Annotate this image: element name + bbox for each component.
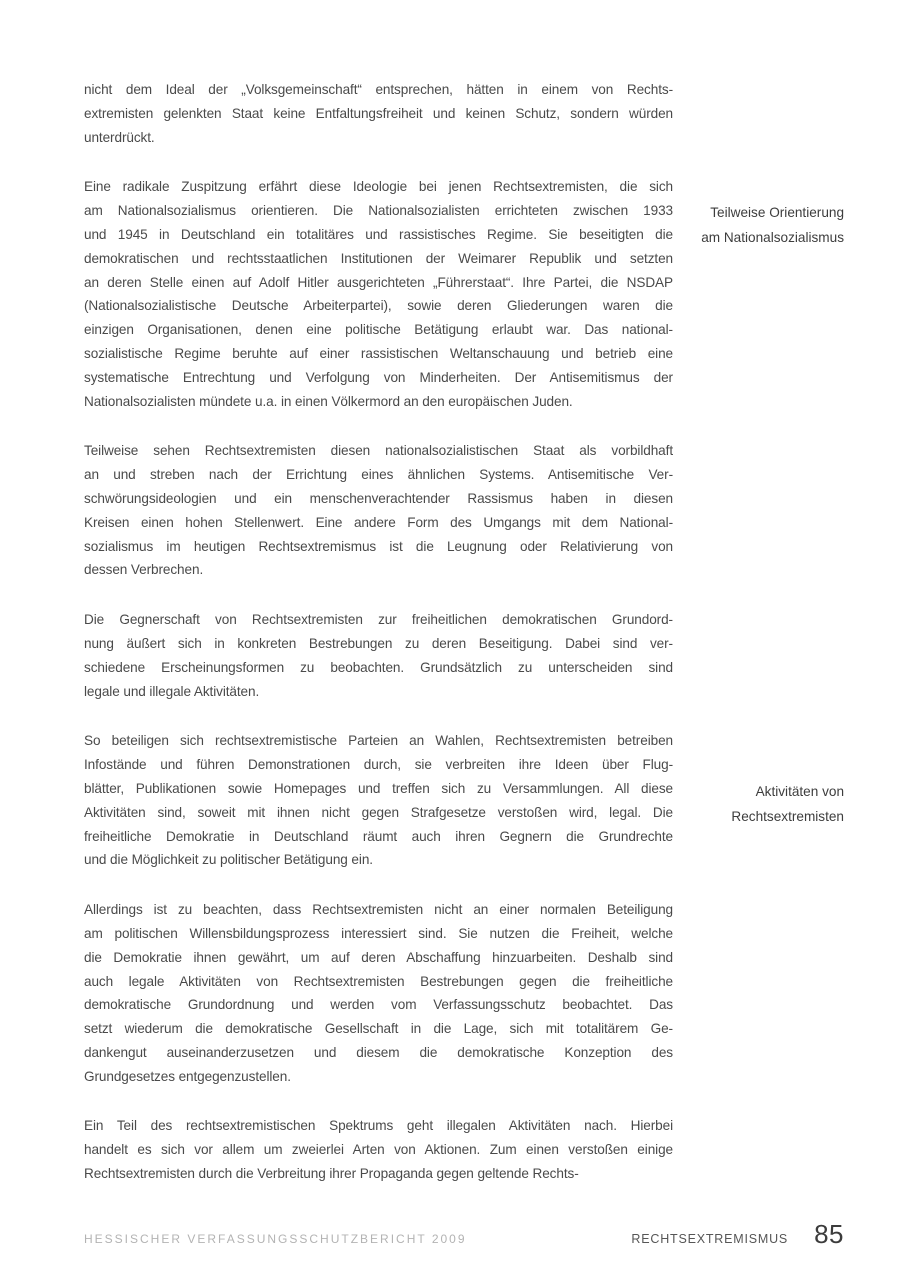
text-line: am politischen Willensbildungsprozess interessiert sind. Sie nutzen die Freiheit, welche (84, 925, 673, 941)
text-line: extremisten gelenkten Staat keine Entfaltungsfreiheit und keinen Schutz, sondern würden (84, 105, 673, 121)
text-line: setzt wiederum die demokratische Gesellschaft in die Lage, sich mit totalitärem Ge- (84, 1021, 673, 1037)
text-line: handelt es sich vor allem um zweierlei Arten von Aktionen. Zum einen verstoßen einige (84, 1142, 673, 1158)
text-line: sozialismus im heutigen Rechtsextremismus ist die Leugnung oder Relativierung von (84, 538, 673, 554)
margin-note-line: Rechtsextremisten (731, 809, 844, 824)
text-line: systematische Entrechtung und Verfolgung von Minderheiten. Der Antisemitismus der (84, 369, 673, 385)
text-line: schiedene Erscheinungsformen zu beobachten. Grundsätzlich zu unterscheiden sind (84, 659, 673, 675)
paragraph-5 (84, 729, 673, 872)
paragraph-2 (84, 175, 673, 413)
text-line: Infostände und führen Demonstrationen durch, sie verbreiten ihre Ideen über Flug- (84, 757, 673, 773)
margin-note-line: Aktivitäten von (755, 784, 844, 799)
text-line: die Demokratie ihnen gewährt, um auf deren Abschaffung hinzuarbeiten. Deshalb sind (84, 949, 673, 965)
footer-right-group (631, 1219, 844, 1250)
text-line: Grundgesetzes entgegenzustellen. (84, 1068, 291, 1084)
text-line: an deren Stelle einen auf Adolf Hitler ausgerichteten „Führerstaat“. Ihre Partei, die NSDAP (84, 274, 673, 290)
text-line: sozialistische Regime beruhte auf einer rassistischen Weltanschauung und betrieb eine (84, 345, 673, 361)
text-line: nicht dem Ideal der „Volksgemeinschaft“ entsprechen, hätten in einem von Rechts- (84, 82, 673, 97)
text-line: Allerdings ist zu beachten, dass Rechtsextremisten nicht an einer normalen Beteiligung (84, 902, 673, 918)
margin-note-aktivitaeten (654, 779, 844, 829)
text-line: Aktivitäten sind, soweit mit ihnen nicht gegen Strafgesetze verstoßen wird, legal. Die (84, 804, 673, 820)
text-line: einzigen Organisationen, denen eine politische Betätigung erlaubt war. Das national- (84, 322, 673, 338)
text-line: freiheitliche Demokratie in Deutschland räumt auch ihren Gegnern die Grundrechte (84, 828, 673, 844)
page-number: 85 (814, 1219, 844, 1249)
margin-note-line: Teilweise Orientierung (710, 205, 844, 220)
paragraph-3 (84, 439, 673, 582)
text-line: Eine radikale Zuspitzung erfährt diese Ideologie bei jenen Rechtsextremisten, die sich (84, 179, 673, 195)
paragraph-7 (84, 1114, 673, 1185)
page-footer (84, 1219, 844, 1250)
paragraph-6 (84, 898, 673, 1088)
text-line: nung äußert sich in konkreten Bestrebungen zu deren Beseitigung. Dabei sind ver- (84, 635, 673, 651)
text-line: legale und illegale Aktivitäten. (84, 683, 260, 699)
text-line: Die Gegnerschaft von Rechtsextremisten zur freiheitlichen demokratischen Grundord- (84, 612, 673, 628)
text-line: schwörungsideologien und ein menschenverachtender Rassismus haben in diesen (84, 490, 673, 506)
footer-report-title: HESSISCHER VERFASSUNGSSCHUTZBERICHT 2009 (84, 1232, 467, 1246)
text-line: und die Möglichkeit zu politischer Betätigung ein. (84, 852, 373, 868)
text-line: unterdrückt. (84, 129, 155, 145)
text-line: und 1945 in Deutschland ein totalitäres und rassistisches Regime. Sie beseitigten die (84, 226, 673, 242)
text-line: dessen Verbrechen. (84, 562, 204, 578)
text-line: Nationalsozialisten mündete u.a. in einen Völkermord an den europäischen Juden. (84, 393, 573, 409)
margin-note-line: am Nationalsozialismus (701, 230, 844, 245)
text-line: dankengut auseinanderzusetzen und diesem die demokratische Konzeption des (84, 1044, 673, 1060)
paragraph-4 (84, 608, 673, 703)
text-line: Kreisen einen hohen Stellenwert. Eine andere Form des Umgangs mit dem National- (84, 514, 673, 530)
text-line: demokratische Grundordnung und werden vom Verfassungsschutz beobachtet. Das (84, 997, 673, 1013)
text-line: (Nationalsozialistische Deutsche Arbeiterpartei), sowie deren Gliederungen waren die (84, 298, 673, 314)
text-line: auch legale Aktivitäten von Rechtsextremisten Bestrebungen gegen die freiheitliche (84, 973, 673, 989)
text-line: Rechtsextremisten durch die Verbreitung ihrer Propaganda gegen geltende Rechts- (84, 1166, 579, 1182)
text-line: Ein Teil des rechtsextremistischen Spektrums geht illegalen Aktivitäten nach. Hierbei (84, 1118, 673, 1134)
footer-section-label: RECHTSEXTREMISMUS (631, 1232, 789, 1246)
text-line: So beteiligen sich rechtsextremistische Parteien an Wahlen, Rechtsextremisten betreiben (84, 733, 673, 749)
margin-note-nationalsozialismus (654, 200, 844, 250)
body-text-column (84, 78, 673, 1186)
text-line: Teilweise sehen Rechtsextremisten diesen nationalsozialistischen Staat als vorbildhaft (84, 443, 673, 459)
text-line: am Nationalsozialismus orientieren. Die Nationalsozialisten errichteten zwischen 1933 (84, 203, 673, 219)
text-line: blätter, Publikationen sowie Homepages und treffen sich zu Versammlungen. All diese (84, 780, 673, 796)
text-line: an und streben nach der Errichtung eines ähnlichen Systems. Antisemitische Ver- (84, 467, 673, 483)
text-line: demokratischen und rechtsstaatlichen Institutionen der Weimarer Republik und setzten (84, 250, 673, 266)
paragraph-1 (84, 78, 673, 149)
